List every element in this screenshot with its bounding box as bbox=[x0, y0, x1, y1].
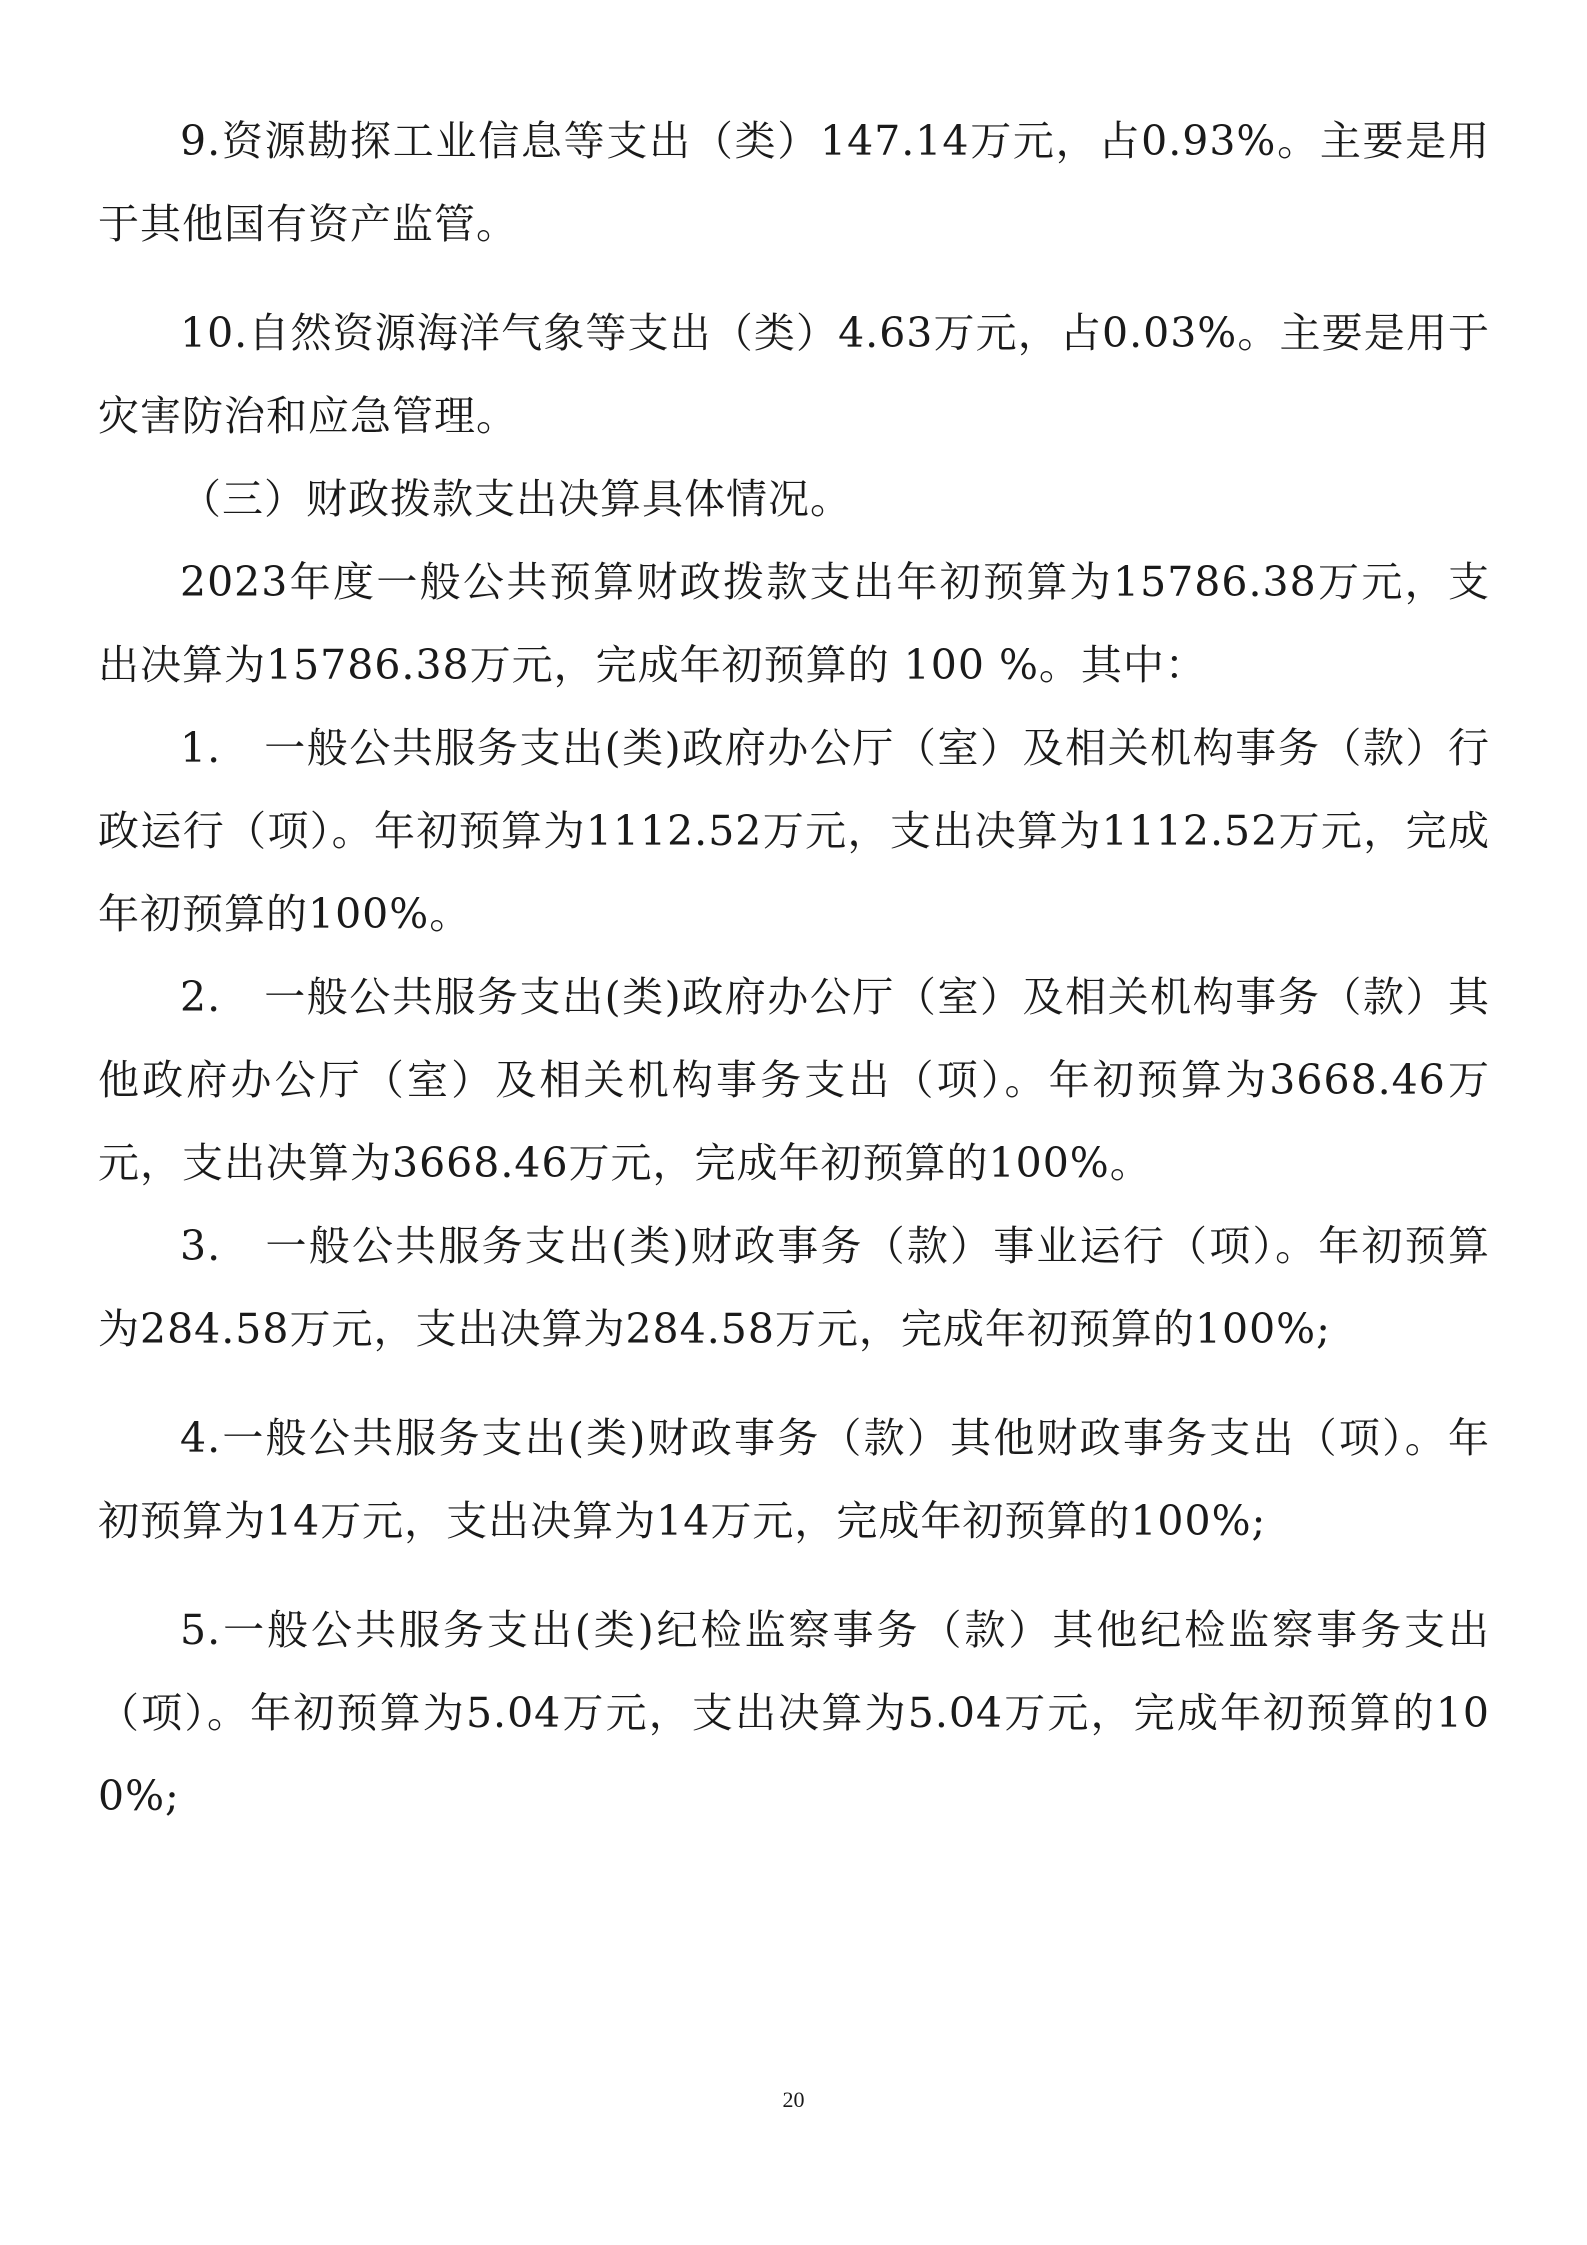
list-item-4: 4.一般公共服务支出(类)财政事务（款）其他财政事务支出（项）。年初预算为14万元，支出决算为14万元，完成年初预算的100%; bbox=[98, 1414, 1490, 1545]
section-heading: （三）财政拨款支出决算具体情况。 bbox=[180, 475, 852, 523]
list-item-1: 1. 一般公共服务支出(类)政府办公厅（室）及相关机构事务（款）行政运行（项）。年初预算为1112.52万元，支出决算为1112.52万元，完成年初预算的100%。 bbox=[98, 724, 1490, 938]
paragraph-natural-resources-expenditure: 10.自然资源海洋气象等支出（类）4.63万元，占0.03%。主要是用于灾害防治和应急管理。 bbox=[98, 309, 1490, 440]
list-item-2: 2. 一般公共服务支出(类)政府办公厅（室）及相关机构事务（款）其他政府办公厅（室）及相关机构事务支出（项）。年初预算为3668.46万元，支出决算为3668.46万元，完成年初预算的100%。 bbox=[98, 973, 1490, 1187]
paragraph-resource-expenditure: 9.资源勘探工业信息等支出（类）147.14万元，占0.93%。主要是用于其他国有资产监管。 bbox=[98, 117, 1490, 248]
page-number: 20 bbox=[782, 2087, 805, 2112]
list-item-5: 5.一般公共服务支出(类)纪检监察事务（款）其他纪检监察事务支出（项）。年初预算为5.04万元，支出决算为5.04万元，完成年初预算的100%; bbox=[98, 1606, 1490, 1820]
document-page bbox=[98, 100, 1490, 1838]
list-item-3: 3. 一般公共服务支出(类)财政事务（款）事业运行（项）。年初预算为284.58万元，支出决算为284.58万元，完成年初预算的100%; bbox=[98, 1222, 1490, 1353]
paragraph-budget-intro: 2023年度一般公共预算财政拨款支出年初预算为15786.38万元，支出决算为15786.38万元，完成年初预算的 100 %。其中： bbox=[98, 558, 1490, 689]
